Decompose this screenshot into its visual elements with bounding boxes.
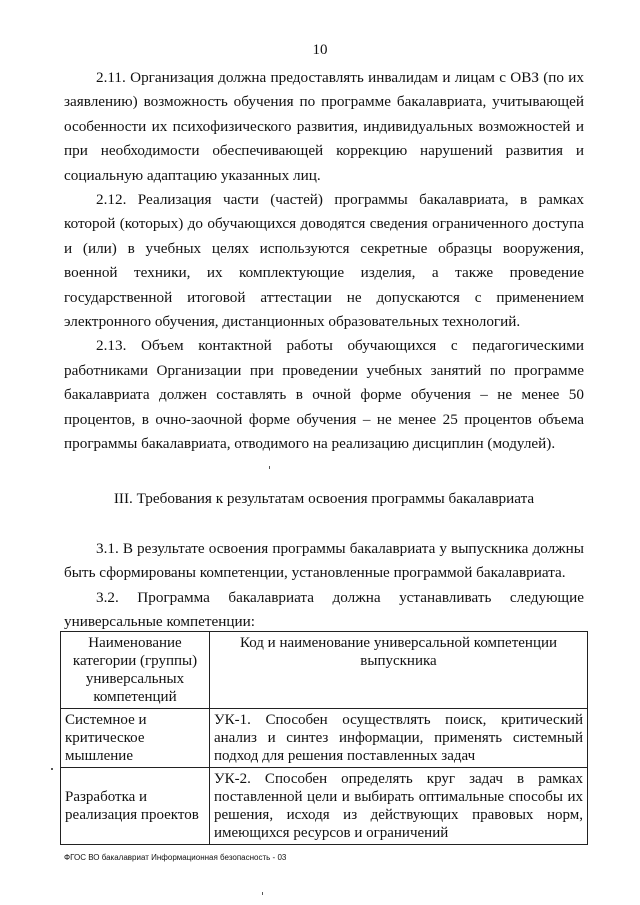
paragraph-2-13: 2.13. Объем контактной работы обучающихся с педагогическими работниками Организации при проведении учебных занятий по программе бакалавриата должен составлять в очной форме обучения – не менее 50 процентов, в очно-заочной форме обучения – не менее 25 процентов объема программы бакалавриата, отводимого на реализацию дисциплин (модулей).: [64, 337, 584, 453]
category-cell: Системное и критическое мышление: [61, 709, 210, 768]
paragraph-2-11: 2.11. Организация должна предоставлять инвалидам и лицам с ОВЗ (по их заявлению) возможность обучения по программе бакалавриата, учитывающей особенности их психофизического развития, индивидуальных возможностей и при необходимости обеспечивающей коррекцию нарушений развития и социальную адаптацию указанных лиц.: [64, 69, 584, 184]
paragraph-3-1: 3.1. В результате освоения программы бакалавриата у выпускника должны быть сформированы компетенции, установленные программой бакалавриата.: [64, 539, 584, 582]
table-header-row: [61, 632, 588, 709]
table-row: [61, 768, 588, 845]
paragraph-2-12: 2.12. Реализация части (частей) программы бакалавриата, в рамках которой (которых) до обучающихся доводятся сведения ограниченного доступа и (или) в учебных целях используются секретные образцы вооружения, военной техники, их комплектующие изделия, а также проведение государственной итоговой аттестации не допускаются с применением электронного обучения, дистанционных образовательных технологий.: [64, 191, 584, 331]
scan-speck: [51, 768, 53, 770]
table-row: [61, 709, 588, 768]
scan-speck: [262, 892, 263, 895]
competence-cell: УК-1. Способен осуществлять поиск, критический анализ и синтез информации, применять системный подход для решения поставленных задач: [210, 709, 588, 768]
document-body: [64, 66, 584, 635]
section-heading: III. Требования к результатам освоения программы бакалавриата: [113, 489, 535, 507]
category-cell: Разработка и реализация проектов: [61, 768, 210, 845]
competence-cell: УК-2. Способен определять круг задач в рамках поставленной цели и выбирать оптимальные способы их решения, исходя из действующих правовых норм, имеющихся ресурсов и ограничений: [210, 768, 588, 845]
scan-speck: [269, 466, 270, 469]
paragraph-3-2: 3.2. Программа бакалавриата должна устанавливать следующие универсальные компетенции:: [64, 588, 584, 631]
page-number: 10: [312, 42, 328, 58]
header-category: Наименование категории (группы) универсальных компетенций: [61, 632, 210, 709]
page-footer: ФГОС ВО бакалавриат Информационная безопасность - 03: [64, 853, 287, 862]
competencies-table: [60, 631, 588, 845]
header-code: Код и наименование универсальной компетенции выпускника: [210, 632, 588, 709]
